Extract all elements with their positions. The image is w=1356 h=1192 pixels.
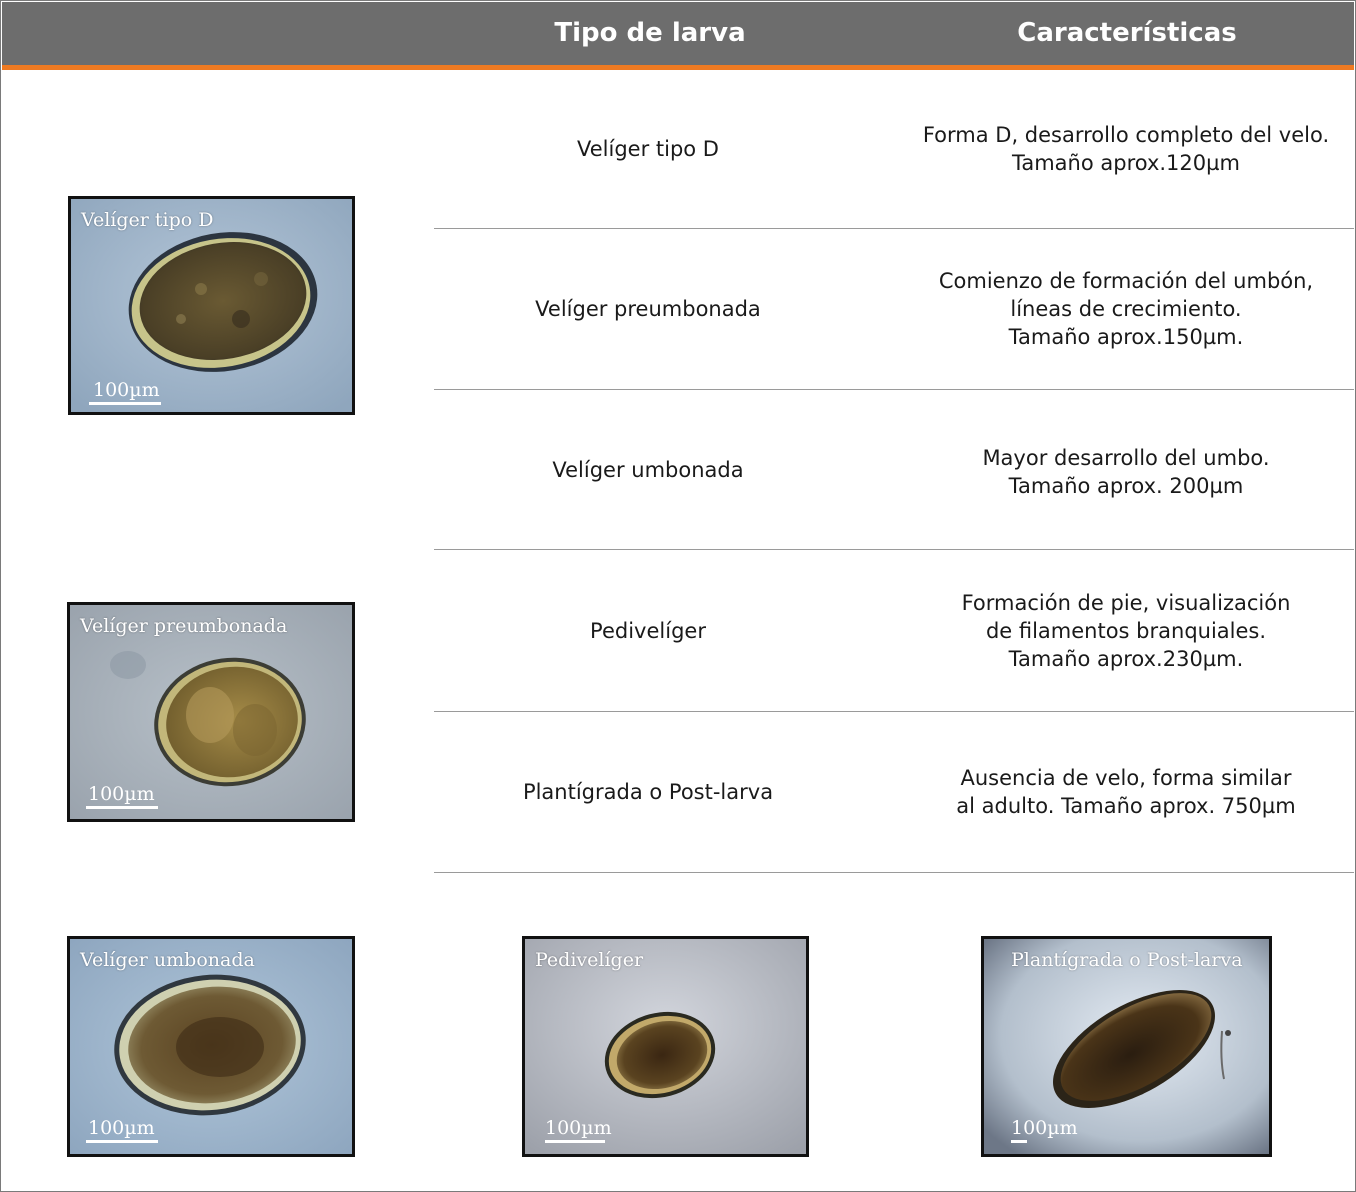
photo-veliger-tipo-d bbox=[68, 196, 355, 415]
row-1-type: Velíger tipo D bbox=[577, 137, 719, 161]
photo-label: Velíger umbonada bbox=[80, 949, 255, 971]
table-header bbox=[2, 2, 1354, 70]
photo-veliger-preumbonada bbox=[67, 602, 355, 822]
scale-label: 100µm bbox=[88, 783, 155, 805]
scale-bar bbox=[86, 1140, 158, 1143]
photo-label: Pedivelíger bbox=[535, 949, 644, 971]
row-4-type: Pedivelíger bbox=[590, 618, 706, 643]
scale-bar bbox=[545, 1140, 605, 1143]
scale-bar bbox=[1011, 1140, 1027, 1143]
row-3-features: Mayor desarrollo del umbo. Tamaño aprox. 200µm bbox=[982, 446, 1270, 498]
row-2-type: Velíger preumbonada bbox=[535, 297, 761, 321]
header-type: Tipo de larva bbox=[554, 18, 746, 48]
scale-label: 100µm bbox=[545, 1117, 612, 1139]
photo-pediveliger bbox=[522, 936, 809, 1157]
row-5-type: Plantígrada o Post-larva bbox=[522, 780, 774, 804]
scale-bar bbox=[89, 402, 161, 405]
scale-label: 100µm bbox=[1011, 1117, 1078, 1139]
photo-label: Velíger preumbonada bbox=[80, 615, 288, 637]
header-features: Características bbox=[1017, 18, 1237, 48]
scale-label: 100µm bbox=[93, 379, 160, 401]
row-1-features: Forma D, desarrollo completo del velo. Tamaño aprox.120µm bbox=[922, 123, 1330, 175]
row-2-features: Comienzo de formación del umbón, líneas de crecimiento. Tamaño aprox.150µm. bbox=[938, 269, 1314, 349]
row-3-type: Velíger umbonada bbox=[552, 457, 744, 482]
photo-label: Velíger tipo D bbox=[81, 209, 214, 231]
row-4-features: Formación de pie, visualización de filamentos branquiales. Tamaño aprox.230µm. bbox=[961, 590, 1291, 671]
scale-label: 100µm bbox=[88, 1117, 155, 1139]
scale-bar bbox=[86, 806, 158, 809]
photo-veliger-umbonada bbox=[67, 936, 355, 1157]
photo-plantigrada bbox=[981, 936, 1272, 1157]
row-5-features: Ausencia de velo, forma similar al adulto. Tamaño aprox. 750µm bbox=[956, 766, 1296, 818]
photo-label: Plantígrada o Post-larva bbox=[1011, 949, 1243, 971]
